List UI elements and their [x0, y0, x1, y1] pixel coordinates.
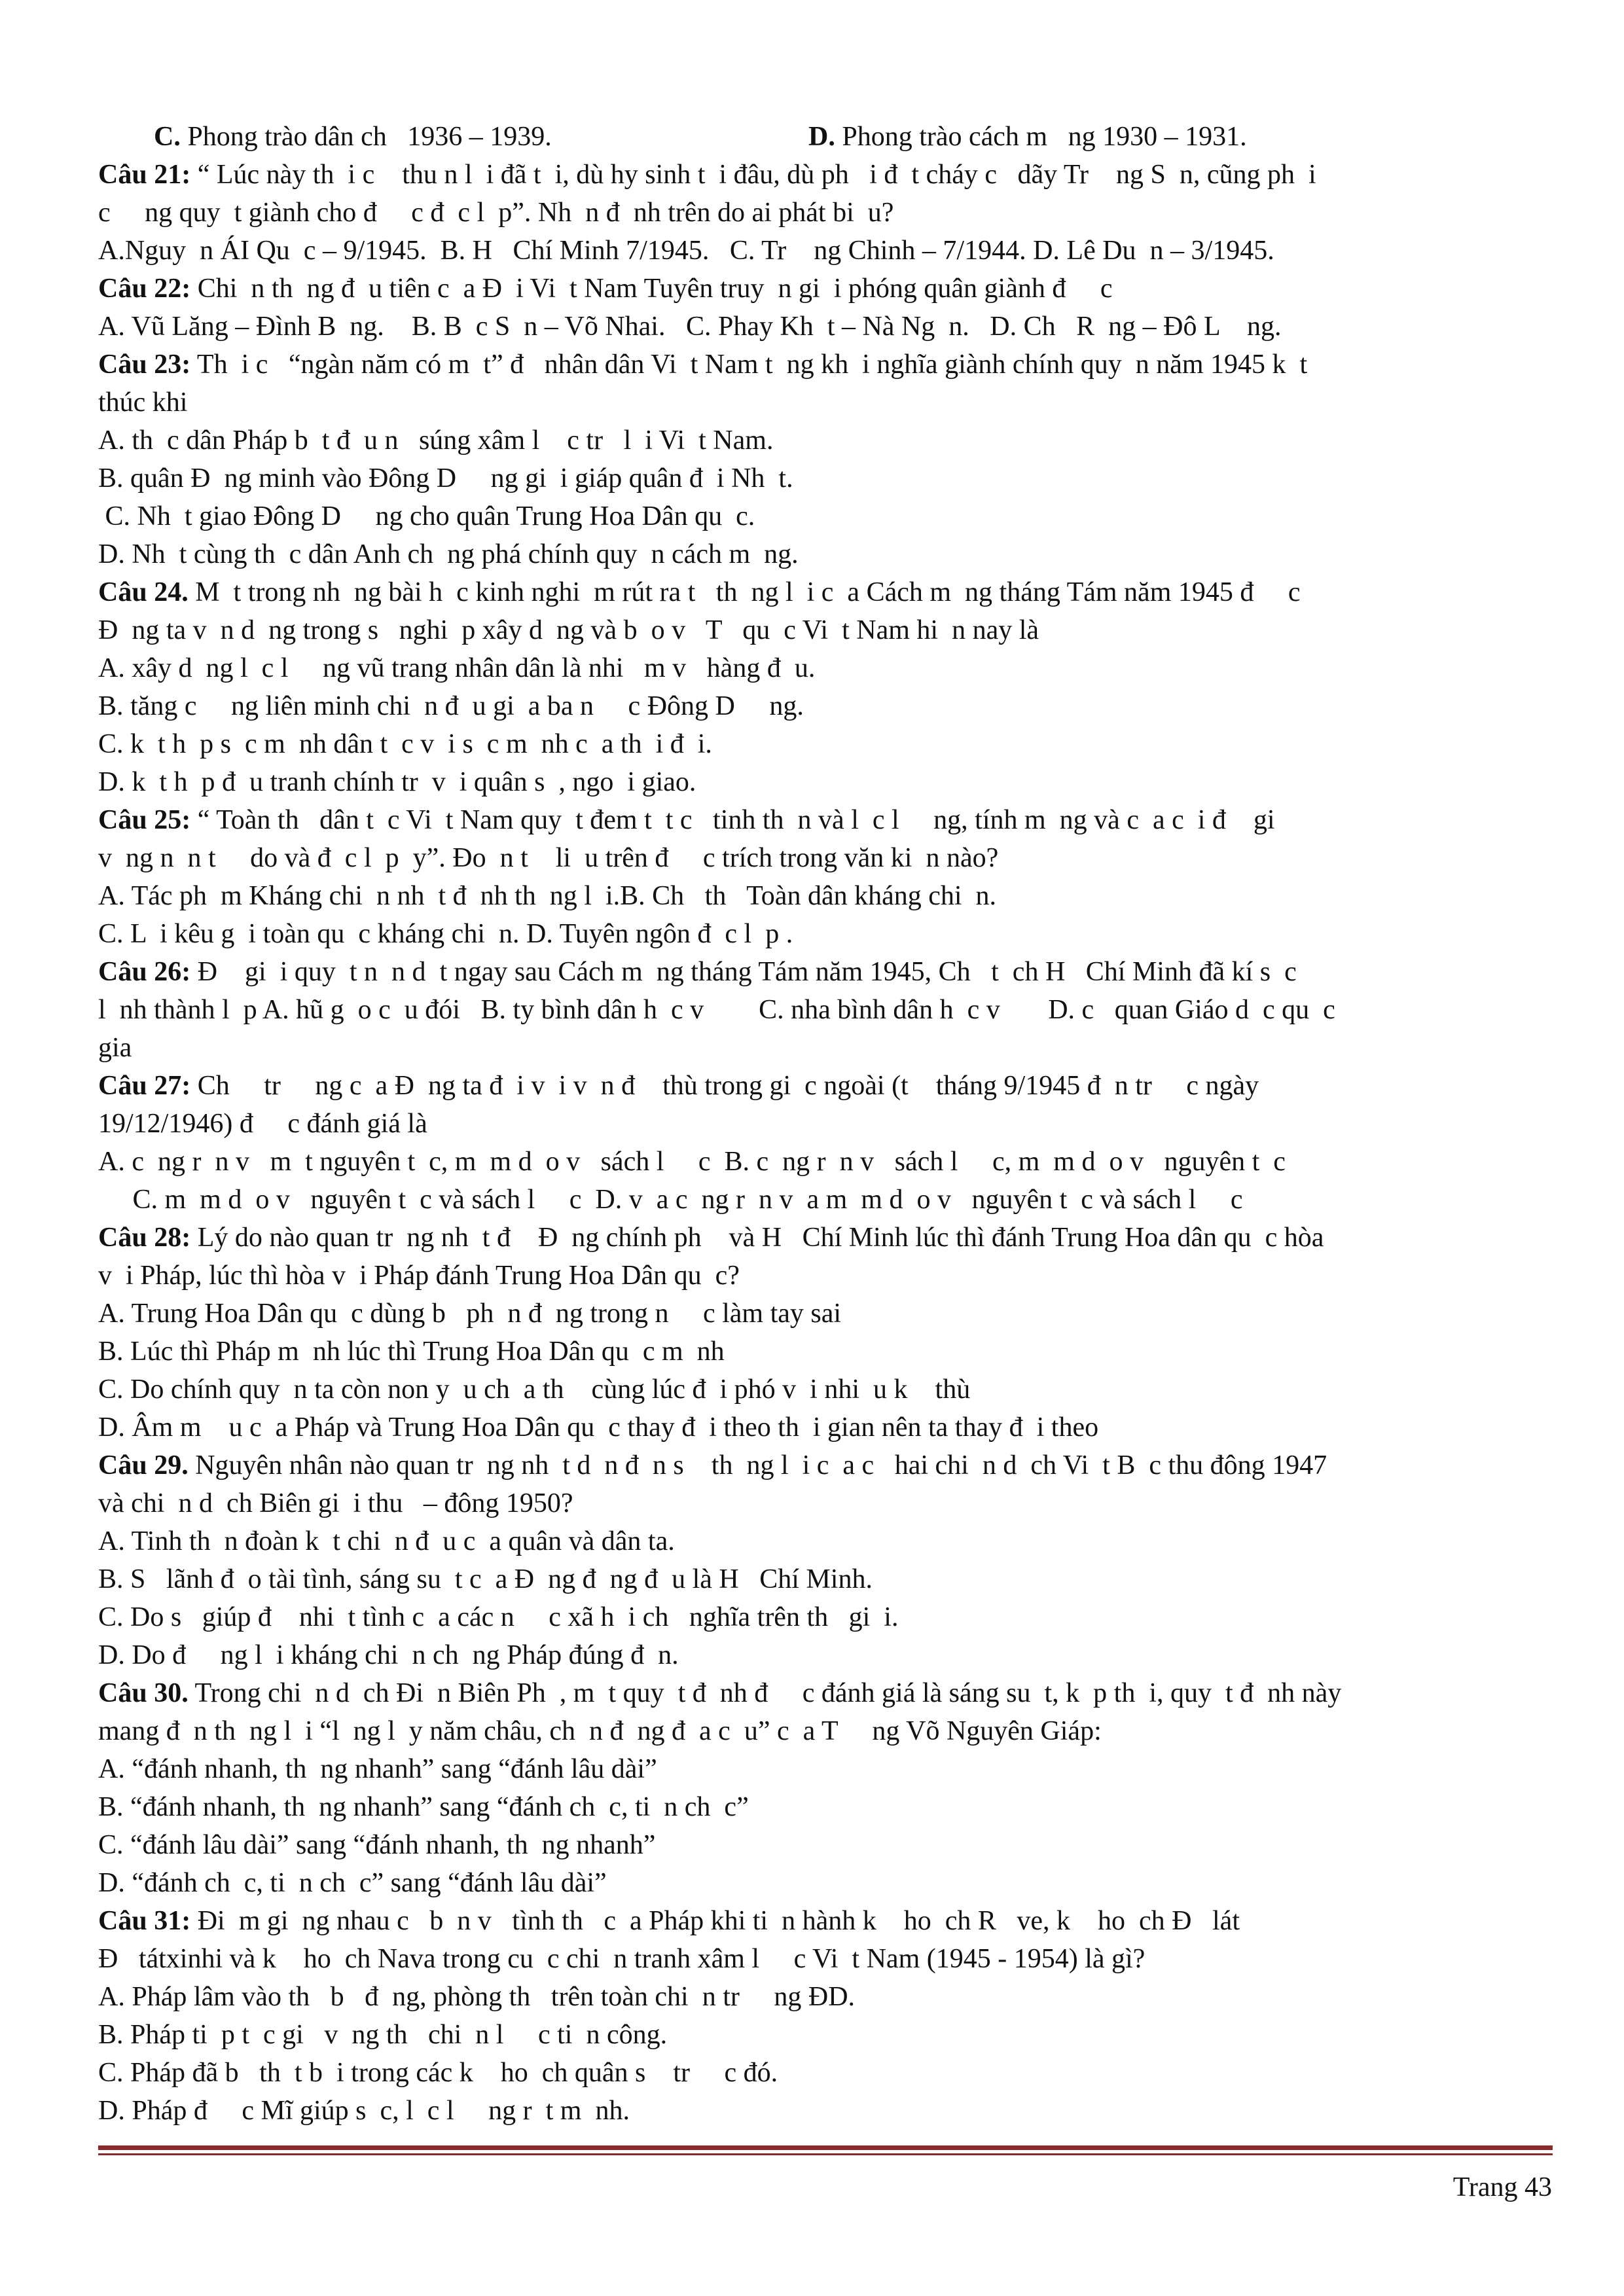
- answer-option: C. m m d o v nguyên t c và sách l c D. v a c ng r n v a m m d o v nguyên t c và sách l c: [98, 1185, 1243, 1215]
- answer-option: A. Pháp lâm vào th b đ ng, phòng th trên toàn chi n tr ng ĐD.: [98, 1982, 856, 2012]
- question-text-line: [98, 1219, 1553, 1257]
- question-text: Đ tátxinhi và k ho ch Nava trong cu c chi n tranh xâm l c Vi t Nam (1945 - 1954) là gì?: [98, 1944, 1146, 1974]
- question-text-line: [98, 1484, 1553, 1522]
- answer-option: B. Pháp ti p t c gi v ng th chi n l c ti n công.: [98, 2020, 668, 2050]
- question-block: [98, 1446, 1553, 1674]
- question-text: Trong chi n d ch Đi n Biên Ph , m t quy t đ nh đ c đánh giá là sáng su t, k p th i, quy t đ nh này: [188, 1678, 1342, 1708]
- question-block: [98, 270, 1553, 346]
- question-text: “ Toàn th dân t c Vi t Nam quy t đem t t c tinh th n và l c l ng, tính m ng và c a c i đ gi: [190, 805, 1275, 835]
- question-text: Th i c “ngàn năm có m t” đ nhân dân Vi t Nam t ng kh i nghĩa giành chính quy n năm 1945 k t: [190, 350, 1308, 380]
- question-text: v ng n n t do và đ c l p y”. Đo n t li u trên đ c trích trong văn ki n nào?: [98, 843, 999, 873]
- question-text: Lý do nào quan tr ng nh t đ Đ ng chính ph và H Chí Minh lúc thì đánh Trung Hoa dân qu c hòa: [190, 1223, 1324, 1253]
- question-text: Nguyên nhân nào quan tr ng nh t d n đ n s th ng l i c a c hai chi n d ch Vi t B c thu đông 1947: [188, 1450, 1327, 1480]
- question-label: Câu 28:: [98, 1223, 191, 1253]
- question-label: Câu 27:: [98, 1071, 191, 1101]
- question-text: 19/12/1946) đ c đánh giá là: [98, 1109, 427, 1139]
- question-text: gia: [98, 1033, 132, 1063]
- page-number: Trang 43: [1453, 2172, 1552, 2202]
- question-label: Câu 23:: [98, 350, 191, 380]
- question-text: “ Lúc này th i c thu n l i đã t i, dù hy sinh t i đâu, dù ph i đ t cháy c dãy Tr ng S n, cũng ph i: [190, 160, 1316, 190]
- question-label: Câu 26:: [98, 957, 191, 987]
- question-text: và chi n d ch Biên gi i thu – đông 1950?: [98, 1488, 573, 1518]
- answer-option: A. th c dân Pháp b t đ u n súng xâm l c tr l i Vi t Nam.: [98, 425, 774, 456]
- intro-d-label: D.: [808, 122, 835, 152]
- answer-option: A. Vũ Lăng – Đình B ng. B. B c S n – Võ Nhai. C. Phay Kh t – Nà Ng n. D. Ch R ng – Đô L ng.: [98, 312, 1282, 342]
- intro-option-c: [98, 118, 808, 156]
- question-block: [98, 1902, 1553, 2130]
- question-text-line: [98, 1902, 1553, 1940]
- question-text: Ch tr ng c a Đ ng ta đ i v i v n đ thù trong gi c ngoài (t tháng 9/1945 đ n tr c ngày: [190, 1071, 1259, 1101]
- question-block: [98, 801, 1553, 953]
- answer-option: D. Do đ ng l i kháng chi n ch ng Pháp đúng đ n.: [98, 1640, 679, 1670]
- question-text-line: [98, 270, 1553, 308]
- question-text-line: [98, 194, 1553, 232]
- footer-rule-thick: [98, 2145, 1553, 2150]
- question-label: Câu 25:: [98, 805, 191, 835]
- question-text-line: [98, 1105, 1553, 1143]
- answer-option: D. “đánh ch c, ti n ch c” sang “đánh lâu dài”: [98, 1868, 607, 1898]
- question-text: thúc khi: [98, 387, 188, 418]
- footer-rule-thin: [98, 2153, 1553, 2155]
- answer-option: B. tăng c ng liên minh chi n đ u gi a ba n c Đông D ng.: [98, 691, 804, 721]
- question-text-line: [98, 573, 1553, 611]
- question-text-line: [98, 1940, 1553, 1978]
- answer-option: C. k t h p s c m nh dân t c v i s c m nh c a th i đ i.: [98, 729, 712, 759]
- question-text: Chi n th ng đ u tiên c a Đ i Vi t Nam Tuyên truy n gi i phóng quân giành đ c: [190, 274, 1113, 304]
- question-text-line: [98, 953, 1553, 991]
- question-text: Đ ng ta v n d ng trong s nghi p xây d ng và b o v T qu c Vi t Nam hi n nay là: [98, 615, 1039, 645]
- question-text: Đ gi i quy t n n d t ngay sau Cách m ng tháng Tám năm 1945, Ch t ch H Chí Minh đã kí s c: [190, 957, 1297, 987]
- document-page: [98, 118, 1553, 2130]
- question-text-line: [98, 1067, 1553, 1105]
- question-text-line: [98, 991, 1553, 1029]
- question-block: [98, 1219, 1553, 1446]
- answer-option: D. Nh t cùng th c dân Anh ch ng phá chính quy n cách m ng.: [98, 539, 799, 569]
- answer-option: A. Trung Hoa Dân qu c dùng b ph n đ ng trong n c làm tay sai: [98, 1299, 842, 1329]
- answer-option: C. Pháp đã b th t b i trong các k ho ch quân s tr c đó.: [98, 2058, 778, 2088]
- question-text: Đi m gi ng nhau c b n v tình th c a Pháp khi ti n hành k ho ch R ve, k ho ch Đ lát: [190, 1906, 1240, 1936]
- answer-option: C. L i kêu g i toàn qu c kháng chi n. D. Tuyên ngôn đ c l p .: [98, 919, 793, 949]
- answer-option: D. Âm m u c a Pháp và Trung Hoa Dân qu c thay đ i theo th i gian nên ta thay đ i theo: [98, 1412, 1099, 1443]
- answer-option: A. Tác ph m Kháng chi n nh t đ nh th ng l i.B. Ch th Toàn dân kháng chi n.: [98, 881, 997, 911]
- answer-option: A. “đánh nhanh, th ng nhanh” sang “đánh lâu dài”: [98, 1754, 657, 1784]
- question-text: mang đ n th ng l i “l ng l y năm châu, ch n đ ng đ a c u” c a T ng Võ Nguyên Giáp:: [98, 1716, 1102, 1746]
- question-block: [98, 156, 1553, 270]
- question-text: c ng quy t giành cho đ c đ c l p”. Nh n đ nh trên do ai phát bi u?: [98, 198, 894, 228]
- answer-option: B. Lúc thì Pháp m nh lúc thì Trung Hoa Dân qu c m nh: [98, 1336, 725, 1367]
- answer-option: A. xây d ng l c l ng vũ trang nhân dân là nhi m v hàng đ u.: [98, 653, 816, 683]
- question-label: Câu 31:: [98, 1906, 191, 1936]
- question-label: Câu 29.: [98, 1450, 189, 1480]
- answer-option: B. “đánh nhanh, th ng nhanh” sang “đánh ch c, ti n ch c”: [98, 1792, 749, 1822]
- question-block: [98, 1674, 1553, 1902]
- question-text-line: [98, 1712, 1553, 1750]
- question-text: M t trong nh ng bài h c kinh nghi m rút ra t th ng l i c a Cách m ng tháng Tám năm 1945 đ c: [188, 577, 1301, 607]
- answer-option: C. “đánh lâu dài” sang “đánh nhanh, th ng nhanh”: [98, 1830, 656, 1860]
- question-text-line: [98, 1029, 1553, 1067]
- intro-c-text: Phong trào dân ch 1936 – 1939.: [180, 122, 552, 152]
- question-text-line: [98, 156, 1553, 194]
- question-label: Câu 21:: [98, 160, 191, 190]
- question-text-line: [98, 346, 1553, 384]
- answer-option: C. Do chính quy n ta còn non y u ch a th cùng lúc đ i phó v i nhi u k thù: [98, 1374, 971, 1405]
- question-text-line: [98, 839, 1553, 877]
- question-label: Câu 24.: [98, 577, 189, 607]
- question-text-line: [98, 1674, 1553, 1712]
- question-label: Câu 22:: [98, 274, 191, 304]
- question-list: [98, 156, 1553, 2130]
- question-label: Câu 30.: [98, 1678, 189, 1708]
- intro-option-d: [808, 118, 1247, 156]
- question-block: [98, 346, 1553, 573]
- answer-option: B. quân Đ ng minh vào Đông D ng gi i giáp quân đ i Nh t.: [98, 463, 793, 493]
- answer-option: A. Tinh th n đoàn k t chi n đ u c a quân và dân ta.: [98, 1526, 675, 1556]
- answer-option: A. c ng r n v m t nguyên t c, m m d o v sách l c B. c ng r n v sách l c, m m d o v nguyên t c: [98, 1147, 1286, 1177]
- answer-option: D. k t h p đ u tranh chính tr v i quân s , ngo i giao.: [98, 767, 696, 797]
- answer-option: D. Pháp đ c Mĩ giúp s c, l c l ng r t m nh.: [98, 2096, 630, 2126]
- answer-option: C. Nh t giao Đông D ng cho quân Trung Hoa Dân qu c.: [98, 501, 755, 531]
- question-text-line: [98, 611, 1553, 649]
- question-block: [98, 953, 1553, 1067]
- question-text: l nh thành l p A. hũ g o c u đói B. ty bình dân h c v C. nha bình dân h c v D. c quan Giáo d c qu c: [98, 995, 1335, 1025]
- intro-c-label: C.: [154, 122, 181, 152]
- question-block: [98, 573, 1553, 801]
- answer-option: C. Do s giúp đ nhi t tình c a các n c xã h i ch nghĩa trên th gi i.: [98, 1602, 899, 1632]
- intro-d-text: Phong trào cách m ng 1930 – 1931.: [835, 122, 1247, 152]
- question-text-line: [98, 1446, 1553, 1484]
- question-block: [98, 1067, 1553, 1219]
- question-text-line: [98, 384, 1553, 422]
- answer-option: A.Nguy n ÁI Qu c – 9/1945. B. H Chí Minh 7/1945. C. Tr ng Chinh – 7/1944. D. Lê Du n – 3/1945.: [98, 236, 1274, 266]
- answer-option: B. S lãnh đ o tài tình, sáng su t c a Đ ng đ ng đ u là H Chí Minh.: [98, 1564, 873, 1594]
- question-text-line: [98, 801, 1553, 839]
- question-text-line: [98, 1257, 1553, 1295]
- question-text: v i Pháp, lúc thì hòa v i Pháp đánh Trung Hoa Dân qu c?: [98, 1261, 740, 1291]
- intro-options: [98, 118, 1553, 156]
